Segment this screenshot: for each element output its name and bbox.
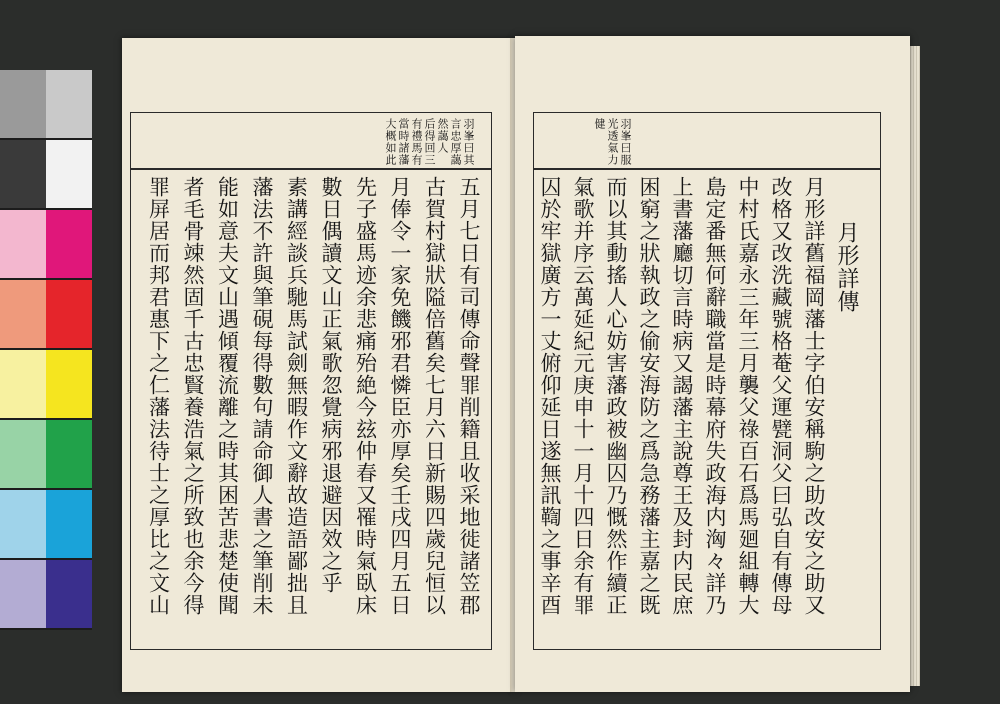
headnote-column: 后得回三 xyxy=(423,118,436,166)
left-header-rule xyxy=(130,168,492,170)
color-calibration-strip xyxy=(0,70,92,630)
color-swatch xyxy=(46,420,92,488)
text-column: 五月七日有司傳命聲罪削籍且收采地徙諸笠郡 xyxy=(457,176,481,616)
right-header-rule xyxy=(533,168,881,170)
headnote-column: 言忠厚藹 xyxy=(449,118,462,166)
color-swatch xyxy=(46,560,92,628)
text-column: 上書藩廳切言時病又謁藩主說尊王及封内民庶 xyxy=(670,176,694,616)
color-swatch xyxy=(46,70,92,138)
text-column: 罪屏居而邦君惠下之仁藩法待士之厚比之文山 xyxy=(146,176,171,616)
color-swatch xyxy=(46,210,92,278)
right-page xyxy=(515,36,910,692)
text-column: 困窮之狀執政之偷安海防之爲急務藩主嘉之既 xyxy=(637,176,661,616)
headnote-column: 健 xyxy=(593,118,606,130)
left-page xyxy=(122,38,515,692)
color-swatch xyxy=(46,490,92,558)
text-column: 藩法不許與筆硯每得數句請命御人書之筆削未 xyxy=(250,176,274,616)
text-column: 月俸令一家免饑邪君憐臣亦厚矣壬戌四月五日 xyxy=(388,176,412,616)
color-swatch xyxy=(0,140,46,208)
headnote-column: 羽峯曰其 xyxy=(462,118,475,166)
text-column: 改格又改洗藏號格菴父運甓洞父曰弘自有傳母 xyxy=(769,176,793,616)
headnote-column: 大概如此 xyxy=(384,118,397,166)
open-book xyxy=(122,22,920,698)
text-column: 先子盛馬迹余悲痛殆絶今玆仲春又罹時氣臥床 xyxy=(353,176,378,616)
text-column: 氣歌并序云萬延紀元庚申十一月十四日余有罪 xyxy=(571,176,595,616)
color-swatch xyxy=(0,70,46,138)
color-swatch xyxy=(0,210,46,278)
color-swatch xyxy=(46,140,92,208)
text-column: 數日偶讀文山正氣歌忽覺病邪退避因效之乎 xyxy=(319,176,343,594)
text-column: 能如意夫文山遇傾覆流離之時其困苦悲楚使聞 xyxy=(215,176,240,616)
color-swatch xyxy=(46,280,92,348)
headnote-column: 有禮馬有 xyxy=(410,118,423,166)
color-swatch xyxy=(0,350,46,418)
text-column: 月形詳舊福岡藩士字伯安稱駒之助改安之助又 xyxy=(802,176,826,616)
color-swatch xyxy=(0,420,46,488)
headnote-column: 光透氣力 xyxy=(606,118,619,166)
headnote-column: 然藹人 xyxy=(436,118,449,154)
color-swatch xyxy=(0,280,46,348)
text-column: 島定番無何辭職當是時幕府失政海内洶々詳乃 xyxy=(703,176,727,616)
headnote-column: 羽峯曰服 xyxy=(619,118,632,166)
text-column: 者毛骨竦然固千古忠賢養浩氣之所致也余今得 xyxy=(181,176,205,616)
color-swatch xyxy=(46,350,92,418)
headnote-column: 當時諸藩 xyxy=(397,118,410,166)
text-column: 古賀村獄狀隘倍舊矣七月六日新賜四歲兒恒以 xyxy=(422,176,447,616)
text-column: 而以其動搖人心妨害藩政被幽囚乃慨然作續正 xyxy=(604,176,628,616)
color-swatch xyxy=(0,560,46,628)
color-swatch xyxy=(0,490,46,558)
chapter-title: 月形詳傳 xyxy=(834,221,859,313)
text-column: 素講經談兵馳馬試劍無暇作文辭故造語鄙拙且 xyxy=(284,176,309,616)
text-column: 囚於牢獄廣方一丈俯仰延日遂無訊鞫之事辛酉 xyxy=(538,176,562,616)
text-column: 中村氏嘉永三年三月襲父祿百石爲馬廻組轉大 xyxy=(736,176,760,616)
